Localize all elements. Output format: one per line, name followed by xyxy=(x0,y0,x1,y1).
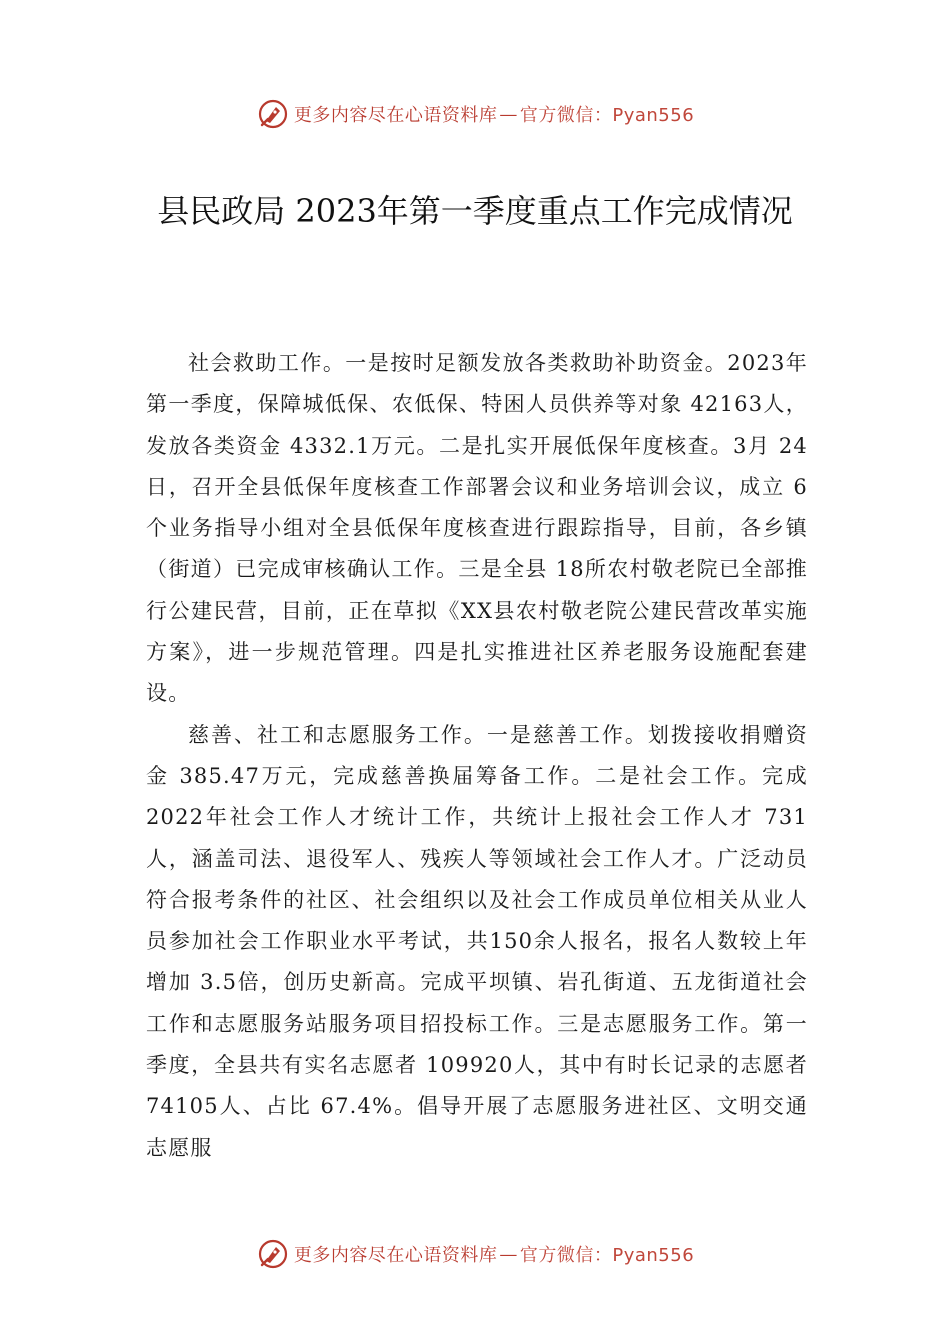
paragraph-social-assistance: 社会救助工作。一是按时足额发放各类救助补助资金。2023年第一季度，保障城低保、农低保、特困人员供养等对象 42163人，发放各类资金 4332.1万元。二是扎实开展低保年度核查。3月 24日，召开全县低保年度核查工作部署会议和业务培训会议，成立 6个业务指导小组对全县低保年度核查进行跟踪指导，目前，各乡镇（街道）已完成审核确认工作。三是全县 18所农村敬老院已全部推行公建民营，目前，正在草拟《XX县农村敬老院公建民营改革实施方案》，进一步规范管理。四是扎实推进社区养老服务设施配套建设。 xyxy=(146,351,808,706)
header-watermark xyxy=(0,94,950,134)
watermark-wechat-text: 官方微信：Pyan556 xyxy=(519,105,695,126)
watermark-wechat-text: 官方微信：Pyan556 xyxy=(519,1245,695,1266)
watermark-main-text: 更多内容尽在心语资料库 xyxy=(293,1245,498,1266)
footer-watermark xyxy=(0,1234,950,1274)
pen-nib-logo-icon xyxy=(256,97,290,131)
paragraph-charity-volunteer: 慈善、社工和志愿服务工作。一是慈善工作。划拨接收捐赠资金 385.47万元，完成慈善换届筹备工作。二是社会工作。完成 2022年社会工作人才统计工作，共统计上报社会工作人才 731人，涵盖司法、退役军人、残疾人等领域社会工作人才。广泛动员符合报考条件的社区、社会组织以及社会工作成员单位相关从业人员参加社会工作职业水平考试，共150余人报名，报名人数较上年增加 3.5倍，创历史新高。完成平坝镇、岩孔街道、五龙街道社会工作和志愿服务站服务项目招投标工作。三是志愿服务工作。第一季度，全县共有实名志愿者 109920人，其中有时长记录的志愿者 74105人、占比 67.4%。倡导开展了志愿服务进社区、文明交通志愿服 xyxy=(146,722,808,1160)
watermark-main-text: 更多内容尽在心语资料库 xyxy=(293,105,498,126)
watermark-separator: — xyxy=(499,103,518,125)
watermark-separator: — xyxy=(499,1243,518,1265)
document-title: 县民政局 2023年第一季度重点工作完成情况 xyxy=(157,192,793,230)
pen-nib-logo-icon xyxy=(256,1237,290,1271)
document-body xyxy=(146,343,808,1169)
